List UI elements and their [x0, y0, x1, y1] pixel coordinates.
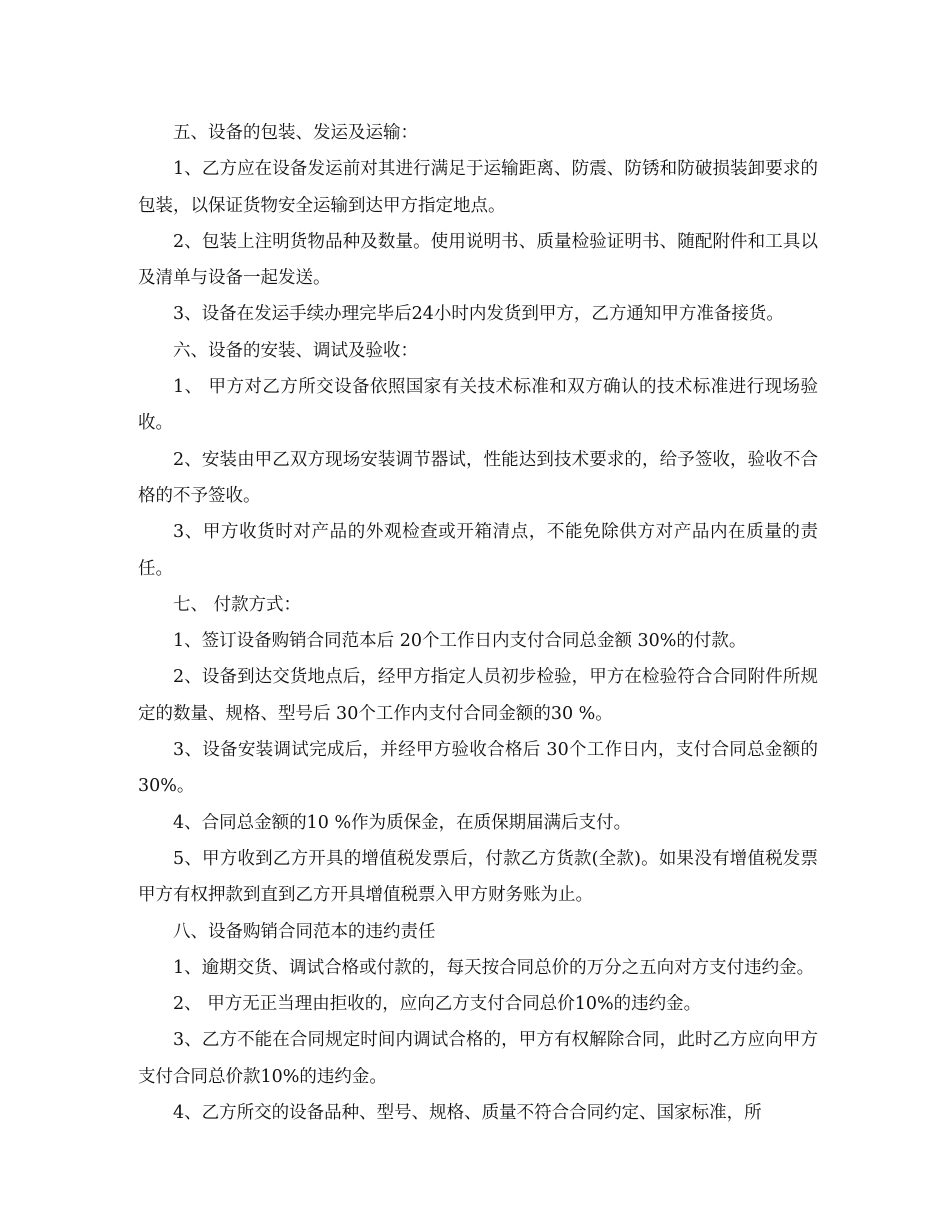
- paragraph-payment-4: 4、合同总金额的10 %作为质保金，在质保期届满后支付。: [173, 812, 632, 833]
- paragraph-liability-4: 4、乙方所交的设备品种、型号、规格、质量不符合合同约定、国家标准，所: [173, 1103, 762, 1124]
- paragraph-payment-2: 2、设备到达交货地点后，经甲方指定人员初步检验，甲方在检验符合合同附件所规定的数量、规格、型号后 30个工作内支付合同金额的30 %。: [138, 667, 818, 724]
- paragraph-payment-5: 5、甲方收到乙方开具的增值税发票后，付款乙方货款(全款)。如果没有增值税发票甲方有权押款到直到乙方开具增值税票入甲方财务账为止。: [138, 848, 818, 906]
- paragraph-installation-3: 3、甲方收货时对产品的外观检查或开箱清点，不能免除供方对产品内在质量的责任。: [138, 522, 818, 579]
- paragraph-packaging-1: 1、乙方应在设备发运前对其进行满足于运输距离、防震、防锈和防破损装卸要求的包装，以保证货物安全运输到达甲方指定地点。: [138, 159, 818, 216]
- paragraph-packaging-2: 2、包装上注明货物品种及数量。使用说明书、质量检验证明书、随配附件和工具以及清单与设备一起发送。: [138, 231, 818, 289]
- paragraph-installation-2: 2、安装由甲乙双方现场安装调节器试，性能达到技术要求的，给予签收，验收不合格的不予签收。: [138, 449, 818, 506]
- section-heading-installation: 六、设备的安装、调试及验收：: [173, 340, 418, 361]
- section-heading-packaging: 五、设备的包装、发运及运输：: [173, 123, 418, 143]
- paragraph-liability-3: 3、乙方不能在合同规定时间内调试合格的，甲方有权解除合同，此时乙方应向甲方支付合同总价款10%的违约金。: [138, 1030, 818, 1087]
- paragraph-liability-2: 2、 甲方无正当理由拒收的，应向乙方支付合同总价10%的违约金。: [173, 994, 702, 1015]
- paragraph-packaging-3: 3、设备在发运手续办理完毕后24小时内发货到甲方，乙方通知甲方准备接货。: [173, 304, 784, 325]
- paragraph-payment-3: 3、设备安装调试完成后，并经甲方验收合格后 30个工作日内，支付合同总金额的30%。: [138, 740, 818, 797]
- paragraph-liability-1: 1、逾期交货、调试合格或付款的，每天按合同总价的万分之五向对方支付违约金。: [173, 957, 815, 978]
- section-heading-liability: 八、设备购销合同范本的违约责任: [173, 921, 436, 942]
- paragraph-installation-1: 1、 甲方对乙方所交设备依照国家有关技术标准和双方确认的技术标准进行现场验收。: [138, 377, 818, 434]
- paragraph-payment-1: 1、签订设备购销合同范本后 20个工作日内支付合同总金额 30%的付款。: [173, 631, 747, 652]
- section-heading-payment: 七、 付款方式：: [173, 594, 302, 615]
- document-body: [138, 115, 818, 1131]
